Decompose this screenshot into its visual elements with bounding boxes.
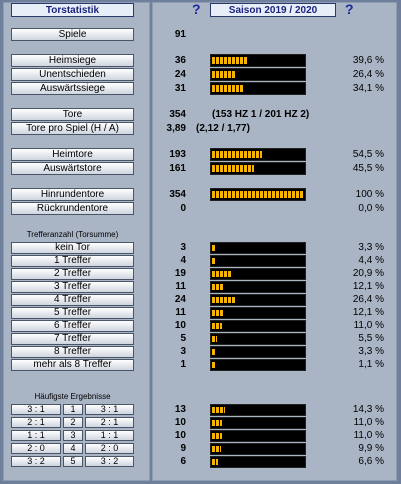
treffer-bar: [210, 255, 306, 267]
treffer-button[interactable]: 3 Treffer: [11, 281, 134, 293]
heimsiege-button[interactable]: Heimsiege: [11, 54, 134, 67]
heimtore-pct: 54,5 %: [352, 149, 384, 160]
treffer-value: 1: [180, 359, 186, 370]
tore-button[interactable]: Tore: [11, 108, 134, 121]
bar-fill: [212, 407, 225, 413]
hinrundentore-bar: [210, 188, 306, 201]
treffer-value: 19: [174, 268, 186, 279]
bar-fill: [212, 245, 215, 251]
tore-pro-spiel-detail: (2,12 / 1,77): [196, 123, 250, 134]
bar-fill: [212, 151, 262, 158]
treffer-button[interactable]: 6 Treffer: [11, 320, 134, 332]
treffer-pct: 20,9 %: [352, 268, 384, 279]
treffer-value: 11: [175, 307, 186, 318]
treffer-button[interactable]: 7 Treffer: [11, 333, 134, 345]
bar-fill: [212, 459, 218, 465]
hinrundentore-button[interactable]: Hinrundentore: [11, 188, 134, 201]
treffer-bar: [210, 294, 306, 306]
ergebnis-value: 6: [180, 456, 186, 467]
bar-fill: [212, 420, 222, 426]
auswaertssiege-pct: 34,1 %: [352, 83, 384, 94]
hinrundentore-value: 354: [169, 189, 186, 200]
spiele-value: 91: [174, 29, 186, 40]
ergebnis-score-button[interactable]: 3 : 1: [11, 404, 61, 415]
treffer-bar: [210, 242, 306, 254]
heimtore-button[interactable]: Heimtore: [11, 148, 134, 161]
heimtore-value: 193: [169, 149, 186, 160]
bar-fill: [212, 310, 223, 316]
unentschieden-value: 24: [174, 69, 186, 80]
ergebnis-score-button[interactable]: 1 : 1: [85, 430, 134, 441]
ergebnis-score-button[interactable]: 2 : 0: [11, 443, 61, 454]
unentschieden-button[interactable]: Unentschieden: [11, 68, 134, 81]
bar-fill: [212, 165, 254, 172]
ergebnis-value: 10: [174, 417, 186, 428]
bar-fill: [212, 323, 222, 329]
treffer-value: 3: [180, 242, 186, 253]
ergebnis-bar: [210, 443, 306, 455]
ergebnis-pct: 11,0 %: [353, 430, 384, 441]
treffer-pct: 12,1 %: [352, 307, 384, 318]
treffer-value: 10: [174, 320, 186, 331]
ergebnis-score-button[interactable]: 2 : 1: [85, 417, 134, 428]
ergebnis-pct: 11,0 %: [353, 417, 384, 428]
bar-fill: [212, 57, 248, 64]
ergebnis-bar: [210, 404, 306, 416]
ergebnis-bar: [210, 417, 306, 429]
bar-fill: [212, 271, 231, 277]
bar-fill: [212, 297, 236, 303]
ergebnis-rank: 2: [63, 417, 83, 428]
treffer-bar: [210, 346, 306, 358]
treffer-pct: 3,3 %: [358, 242, 384, 253]
bar-fill: [212, 446, 221, 452]
tore-value: 354: [169, 109, 186, 120]
ergebnis-pct: 9,9 %: [358, 443, 384, 454]
bar-fill: [212, 362, 215, 368]
treffer-pct: 11,0 %: [353, 320, 384, 331]
treffer-bar: [210, 281, 306, 293]
auswaertstore-button[interactable]: Auswärtstore: [11, 162, 134, 175]
unentschieden-pct: 26,4 %: [352, 69, 384, 80]
tore-pro-spiel-button[interactable]: Tore pro Spiel (H / A): [11, 122, 134, 135]
auswaertstore-bar: [210, 162, 306, 175]
treffer-value: 3: [180, 346, 186, 357]
auswaertssiege-button[interactable]: Auswärtssiege: [11, 82, 134, 95]
treffer-pct: 12,1 %: [352, 281, 384, 292]
bar-fill: [212, 284, 223, 290]
treffer-button[interactable]: kein Tor: [11, 242, 134, 254]
treffer-bar: [210, 333, 306, 345]
ergebnis-value: 9: [180, 443, 186, 454]
tore-pro-spiel-value: 3,89: [166, 123, 186, 134]
heimsiege-bar: [210, 54, 306, 67]
heimtore-bar: [210, 148, 306, 161]
bar-fill: [212, 336, 217, 342]
spiele-button[interactable]: Spiele: [11, 28, 134, 41]
ergebnis-score-button[interactable]: 3 : 2: [11, 456, 61, 467]
season-title: Saison 2019 / 2020: [210, 3, 336, 17]
bar-fill: [212, 191, 304, 198]
auswaertssiege-value: 31: [174, 83, 186, 94]
ergebnis-score-button[interactable]: 2 : 0: [85, 443, 134, 454]
treffer-button[interactable]: mehr als 8 Treffer: [11, 359, 134, 371]
treffer-pct: 5,5 %: [358, 333, 384, 344]
ergebnis-bar: [210, 456, 306, 468]
treffer-button[interactable]: 8 Treffer: [11, 346, 134, 358]
ergebnis-score-button[interactable]: 3 : 2: [85, 456, 134, 467]
treffer-bar: [210, 307, 306, 319]
treffer-button[interactable]: 1 Treffer: [11, 255, 134, 267]
treffer-pct: 26,4 %: [352, 294, 384, 305]
ergebnis-value: 13: [174, 404, 186, 415]
heimsiege-value: 36: [174, 55, 186, 66]
auswaertstore-pct: 45,5 %: [352, 163, 384, 174]
question-mark-icon[interactable]: ?: [192, 1, 201, 17]
rueckrundentore-pct: 0,0 %: [358, 203, 384, 214]
torstatistik-title: Torstatistik: [11, 3, 134, 17]
treffer-bar: [210, 320, 306, 332]
treffer-value: 24: [174, 294, 186, 305]
hinrundentore-pct: 100 %: [355, 189, 384, 200]
tore-halftime-detail: (153 HZ 1 / 201 HZ 2): [212, 109, 310, 120]
ergebnisse-title: Häufigste Ergebnisse: [34, 392, 111, 401]
treffer-bar: [210, 268, 306, 280]
heimsiege-pct: 39,6 %: [352, 55, 384, 66]
question-mark-icon[interactable]: ?: [345, 1, 354, 17]
auswaertstore-value: 161: [169, 163, 186, 174]
treffer-value: 5: [180, 333, 186, 344]
ergebnis-rank: 4: [63, 443, 83, 454]
treffer-pct: 1,1 %: [358, 359, 384, 370]
ergebnis-rank: 1: [63, 404, 83, 415]
bar-fill: [212, 85, 243, 92]
ergebnis-value: 10: [174, 430, 186, 441]
bar-fill: [212, 349, 215, 355]
treffer-button[interactable]: 5 Treffer: [11, 307, 134, 319]
auswaertssiege-bar: [210, 82, 306, 95]
treffer-bar: [210, 359, 306, 371]
bar-fill: [212, 433, 222, 439]
ergebnis-score-button[interactable]: 1 : 1: [11, 430, 61, 441]
treffer-button[interactable]: 4 Treffer: [11, 294, 134, 306]
treffer-pct: 4,4 %: [358, 255, 384, 266]
rueckrundentore-button[interactable]: Rückrundentore: [11, 202, 134, 215]
treffer-value: 11: [175, 281, 186, 292]
bar-fill: [212, 71, 236, 78]
ergebnis-pct: 14,3 %: [352, 404, 384, 415]
treffer-button[interactable]: 2 Treffer: [11, 268, 134, 280]
ergebnis-pct: 6,6 %: [358, 456, 384, 467]
bar-fill: [212, 258, 216, 264]
rueckrundentore-value: 0: [180, 203, 186, 214]
unentschieden-bar: [210, 68, 306, 81]
ergebnis-rank: 3: [63, 430, 83, 441]
ergebnis-bar: [210, 430, 306, 442]
ergebnis-score-button[interactable]: 3 : 1: [85, 404, 134, 415]
treffer-pct: 3,3 %: [358, 346, 384, 357]
ergebnis-score-button[interactable]: 2 : 1: [11, 417, 61, 428]
treffer-value: 4: [180, 255, 186, 266]
trefferanzahl-title: Trefferanzahl (Torsumme): [26, 230, 119, 239]
ergebnis-rank: 5: [63, 456, 83, 467]
